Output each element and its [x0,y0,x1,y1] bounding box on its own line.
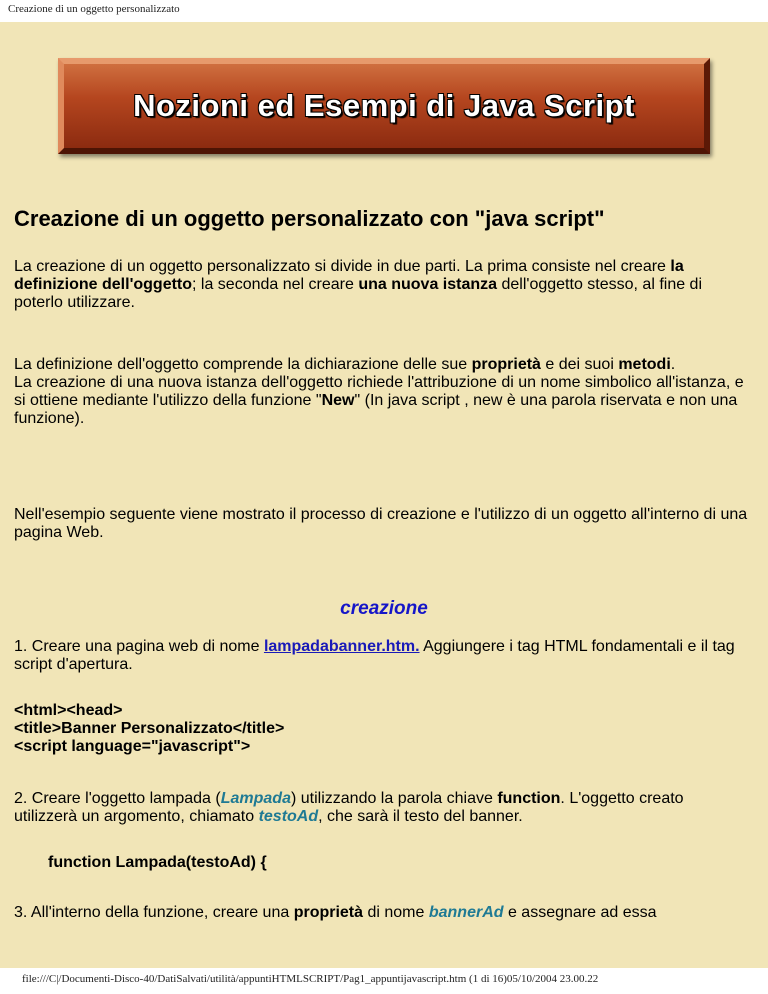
step-2-text-1: 2. Creare l'oggetto lampada ( [14,790,221,807]
definition-bold-1: proprietà [471,356,541,373]
step-3-text-3: e assegnare ad essa [503,904,657,921]
definition-text-5: " (In java script , new è una parola riservata e non una funzione). [14,392,738,427]
step-1-paragraph [14,638,749,674]
keyword-bannerad: bannerAd [428,904,504,921]
intro-text-3: dell'oggetto stesso, al fine di poterlo utilizzare. [14,276,703,311]
intro-text-2: ; la seconda nel creare [192,276,359,293]
code-block-1 [14,702,749,756]
step-3-bold-proprieta: proprietà [293,904,364,921]
page-title: Creazione di un oggetto personalizzato con "java script" [14,206,605,231]
definition-text-1: La definizione dell'oggetto comprende la dichiarazione delle sue [14,356,472,373]
intro-bold-2: una nuova istanza [358,276,498,293]
intro-paragraph [14,258,749,312]
code-line-3: <script language="javascript"> [14,738,251,755]
code-block-2: function Lampada(testoAd) { [48,854,267,871]
print-footer-path: file:///C|/Documenti-Disco-40/DatiSalvati/utilità/appuntiHTMLSCRIPT/Pag1_appuntijavascript.htm (1 di 16)05/10/2004 23.00.22 [22,973,599,985]
step-2-text-3: . L'oggetto creato utilizzerà un argomento, chiamato [14,790,684,825]
step-3-paragraph [14,904,749,922]
code-line-1: <html><head> [14,702,123,719]
definition-text-2: e dei suoi [540,356,619,373]
step-2-text-4: , che sarà il testo del banner. [318,808,523,825]
code-line-2: <title>Banner Personalizzato</title> [14,720,285,737]
step-1-text-2: Aggiungere i tag HTML fondamentali e il tag script d'apertura. [14,638,735,673]
page-area [0,22,768,968]
banner-text: Nozioni ed Esempi di Java Script [133,88,635,123]
intro-bold-1: la definizione dell'oggetto [14,258,684,293]
intro-text-1: La creazione di un oggetto personalizzato si divide in due parti. La prima consiste nel creare [14,258,671,275]
definition-text-3: . [670,356,676,373]
print-header-title: Creazione di un oggetto personalizzato [8,3,180,15]
step-3-text-2: di nome [363,904,429,921]
step-2-text-2: ) utilizzando la parola chiave [290,790,498,807]
title-banner [58,58,710,154]
example-intro-paragraph: Nell'esempio seguente viene mostrato il processo di creazione e l'utilizzo di un oggetto all'interno di una pagina Web. [14,506,748,541]
step-2-paragraph [14,790,749,826]
section-heading: creazione [340,598,428,619]
step-3-text-1: 3. All'interno della funzione, creare una [14,904,294,921]
definition-text-4: La creazione di una nuova istanza dell'oggetto richiede l'attribuzione di un nome simbolico all'istanza, e si ottiene mediante l'utilizzo della funzione " [14,374,744,409]
lampadabanner-link[interactable]: lampadabanner.htm. [263,638,420,655]
step-1-text-1: 1. Creare una pagina web di nome [14,638,264,655]
definition-bold-3: New [321,392,355,409]
keyword-testoad: testoAd [258,808,319,825]
definition-bold-2: metodi [618,356,671,373]
keyword-lampada: Lampada [220,790,291,807]
definition-paragraph [14,356,749,428]
step-2-bold-function: function [497,790,561,807]
